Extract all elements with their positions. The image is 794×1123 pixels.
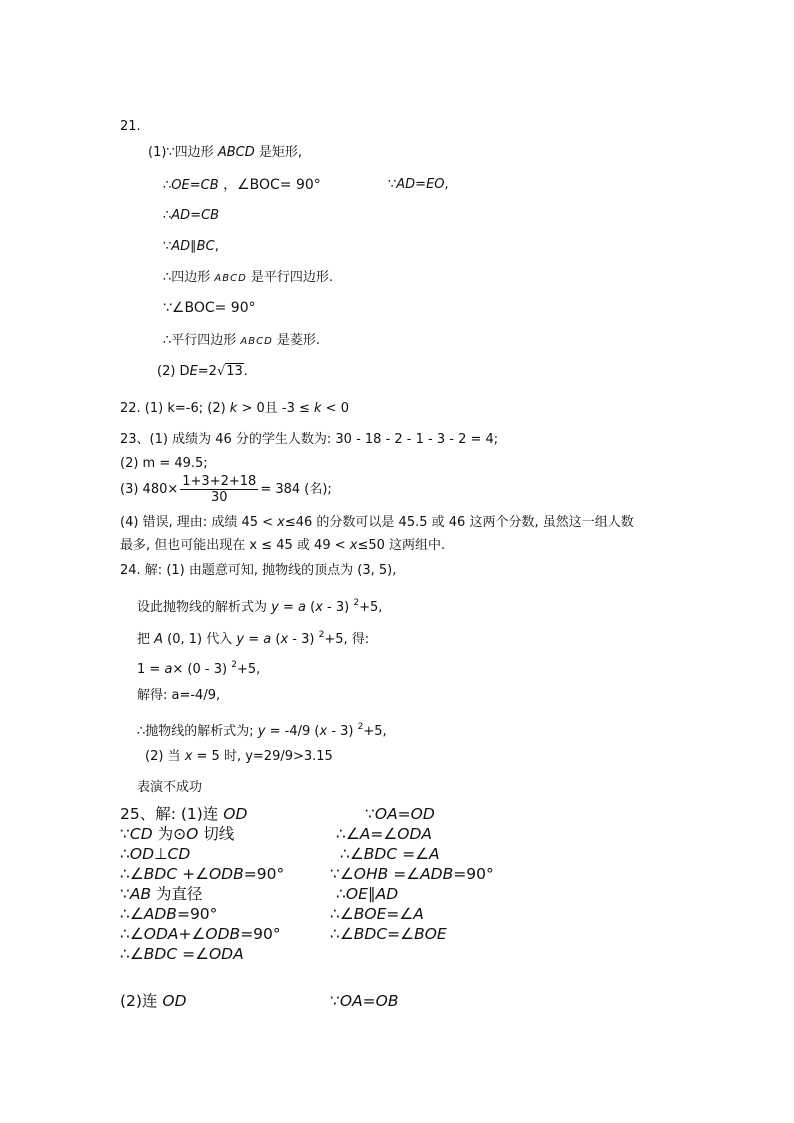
q21-line-1: (1)∵四边形 ABCD 是矩形,	[148, 145, 302, 160]
q25-left-line: ∴OD⊥CD	[120, 845, 191, 863]
q25-left-line: ∵AB 为直径	[120, 885, 203, 903]
sqrt-symbol: √13	[216, 364, 243, 379]
q25-left-column	[120, 804, 284, 964]
q21-line-5: ∴四边形 ABCD 是平行四边形.	[163, 270, 334, 285]
q25-left-line: ∴∠BDC +∠ODB=90°	[120, 865, 285, 883]
q25-right-line: ∴∠BDC=∠BOE	[330, 925, 447, 943]
q21-line-3: ∴AD=CB	[163, 208, 220, 223]
q25-right-line: ∵OA=OD	[365, 805, 435, 823]
q21-line-2: ∴OE=CB ，∠BOC= 90°	[163, 177, 321, 193]
q25-right-line: ∴OE∥AD	[336, 885, 399, 903]
q25-left-line: ∵CD 为⊙O 切线	[120, 825, 235, 843]
q24-line-4: 1 = a× (0 - 3) $^2$+5,	[137, 660, 261, 677]
q25-left-line: 25、解: (1)连 OD	[120, 805, 248, 823]
q25-right-line: ∴∠A=∠ODA	[336, 825, 433, 843]
q25-left-line: ∴∠ODA+∠ODB=90°	[120, 925, 281, 943]
q23-line-5: 最多, 但也可能出现在 x ≤ 45 或 49 < x≤50 这两组中.	[120, 538, 446, 553]
q23-line-1: 23、(1) 成绩为 46 分的学生人数为: 30 - 18 - 2 - 1 - 3 - 2 = 4;	[120, 432, 499, 447]
q23-line-2: (2) m = 49.5;	[120, 456, 208, 471]
q21-line-7: ∴平行四边形 ABCD 是菱形.	[163, 333, 321, 348]
q24-line-1: 24. 解: (1) 由题意可知, 抛物线的顶点为 (3, 5),	[120, 563, 397, 578]
q21-line-2-right: ∵AD=EO,	[388, 177, 449, 192]
q25-right-line: ∵∠OHB =∠ADB=90°	[330, 865, 494, 883]
q25-part-2: (2)连 OD	[120, 992, 187, 1010]
q25-left-line: ∴∠ADB=90°	[120, 905, 218, 923]
q21-line-6: ∵∠BOC= 90°	[163, 300, 256, 316]
q24-line-5: 解得: a=-4/9,	[137, 688, 221, 703]
q21-line-8: (2) DE=2√13.	[157, 364, 248, 379]
q25-part-2-right: ∵OA=OB	[330, 992, 399, 1010]
q23-line-4: (4) 错误, 理由: 成绩 45 < x≤46 的分数可以是 45.5 或 46 这两个分数, 虽然这一组人数	[120, 515, 634, 530]
q24-line-7: (2) 当 x = 5 时, y=29/9>3.15	[145, 749, 333, 764]
q25-right-line: ∴∠BDC =∠A	[340, 845, 440, 863]
q24-line-2: 设此抛物线的解析式为 y = a (x - 3) $^2$+5,	[137, 598, 383, 615]
q21-number: 21.	[120, 119, 141, 134]
q23-line-3: (3) 480× $\frac{1+3+2+18}{30}$ = 384 (名);	[120, 474, 332, 505]
fraction: $\frac{1+3+2+18}{30}$	[182, 474, 257, 505]
q25-right-line: ∴∠BOE=∠A	[330, 905, 424, 923]
q21-line-4: ∵AD∥BC,	[163, 239, 219, 254]
q24-line-8: 表演不成功	[137, 780, 203, 795]
q24-line-3: 把 A (0, 1) 代入 y = a (x - 3) $^2$+5, 得:	[137, 630, 370, 647]
q24-line-6: ∴抛物线的解析式为; y = -4/9 (x - 3) $^2$+5,	[137, 722, 387, 739]
q22-answer: 22. (1) k=-6; (2) k > 0且 -3 ≤ k < 0	[120, 401, 349, 416]
q25-right-column	[330, 804, 494, 944]
q25-left-line: ∴∠BDC =∠ODA	[120, 945, 244, 963]
